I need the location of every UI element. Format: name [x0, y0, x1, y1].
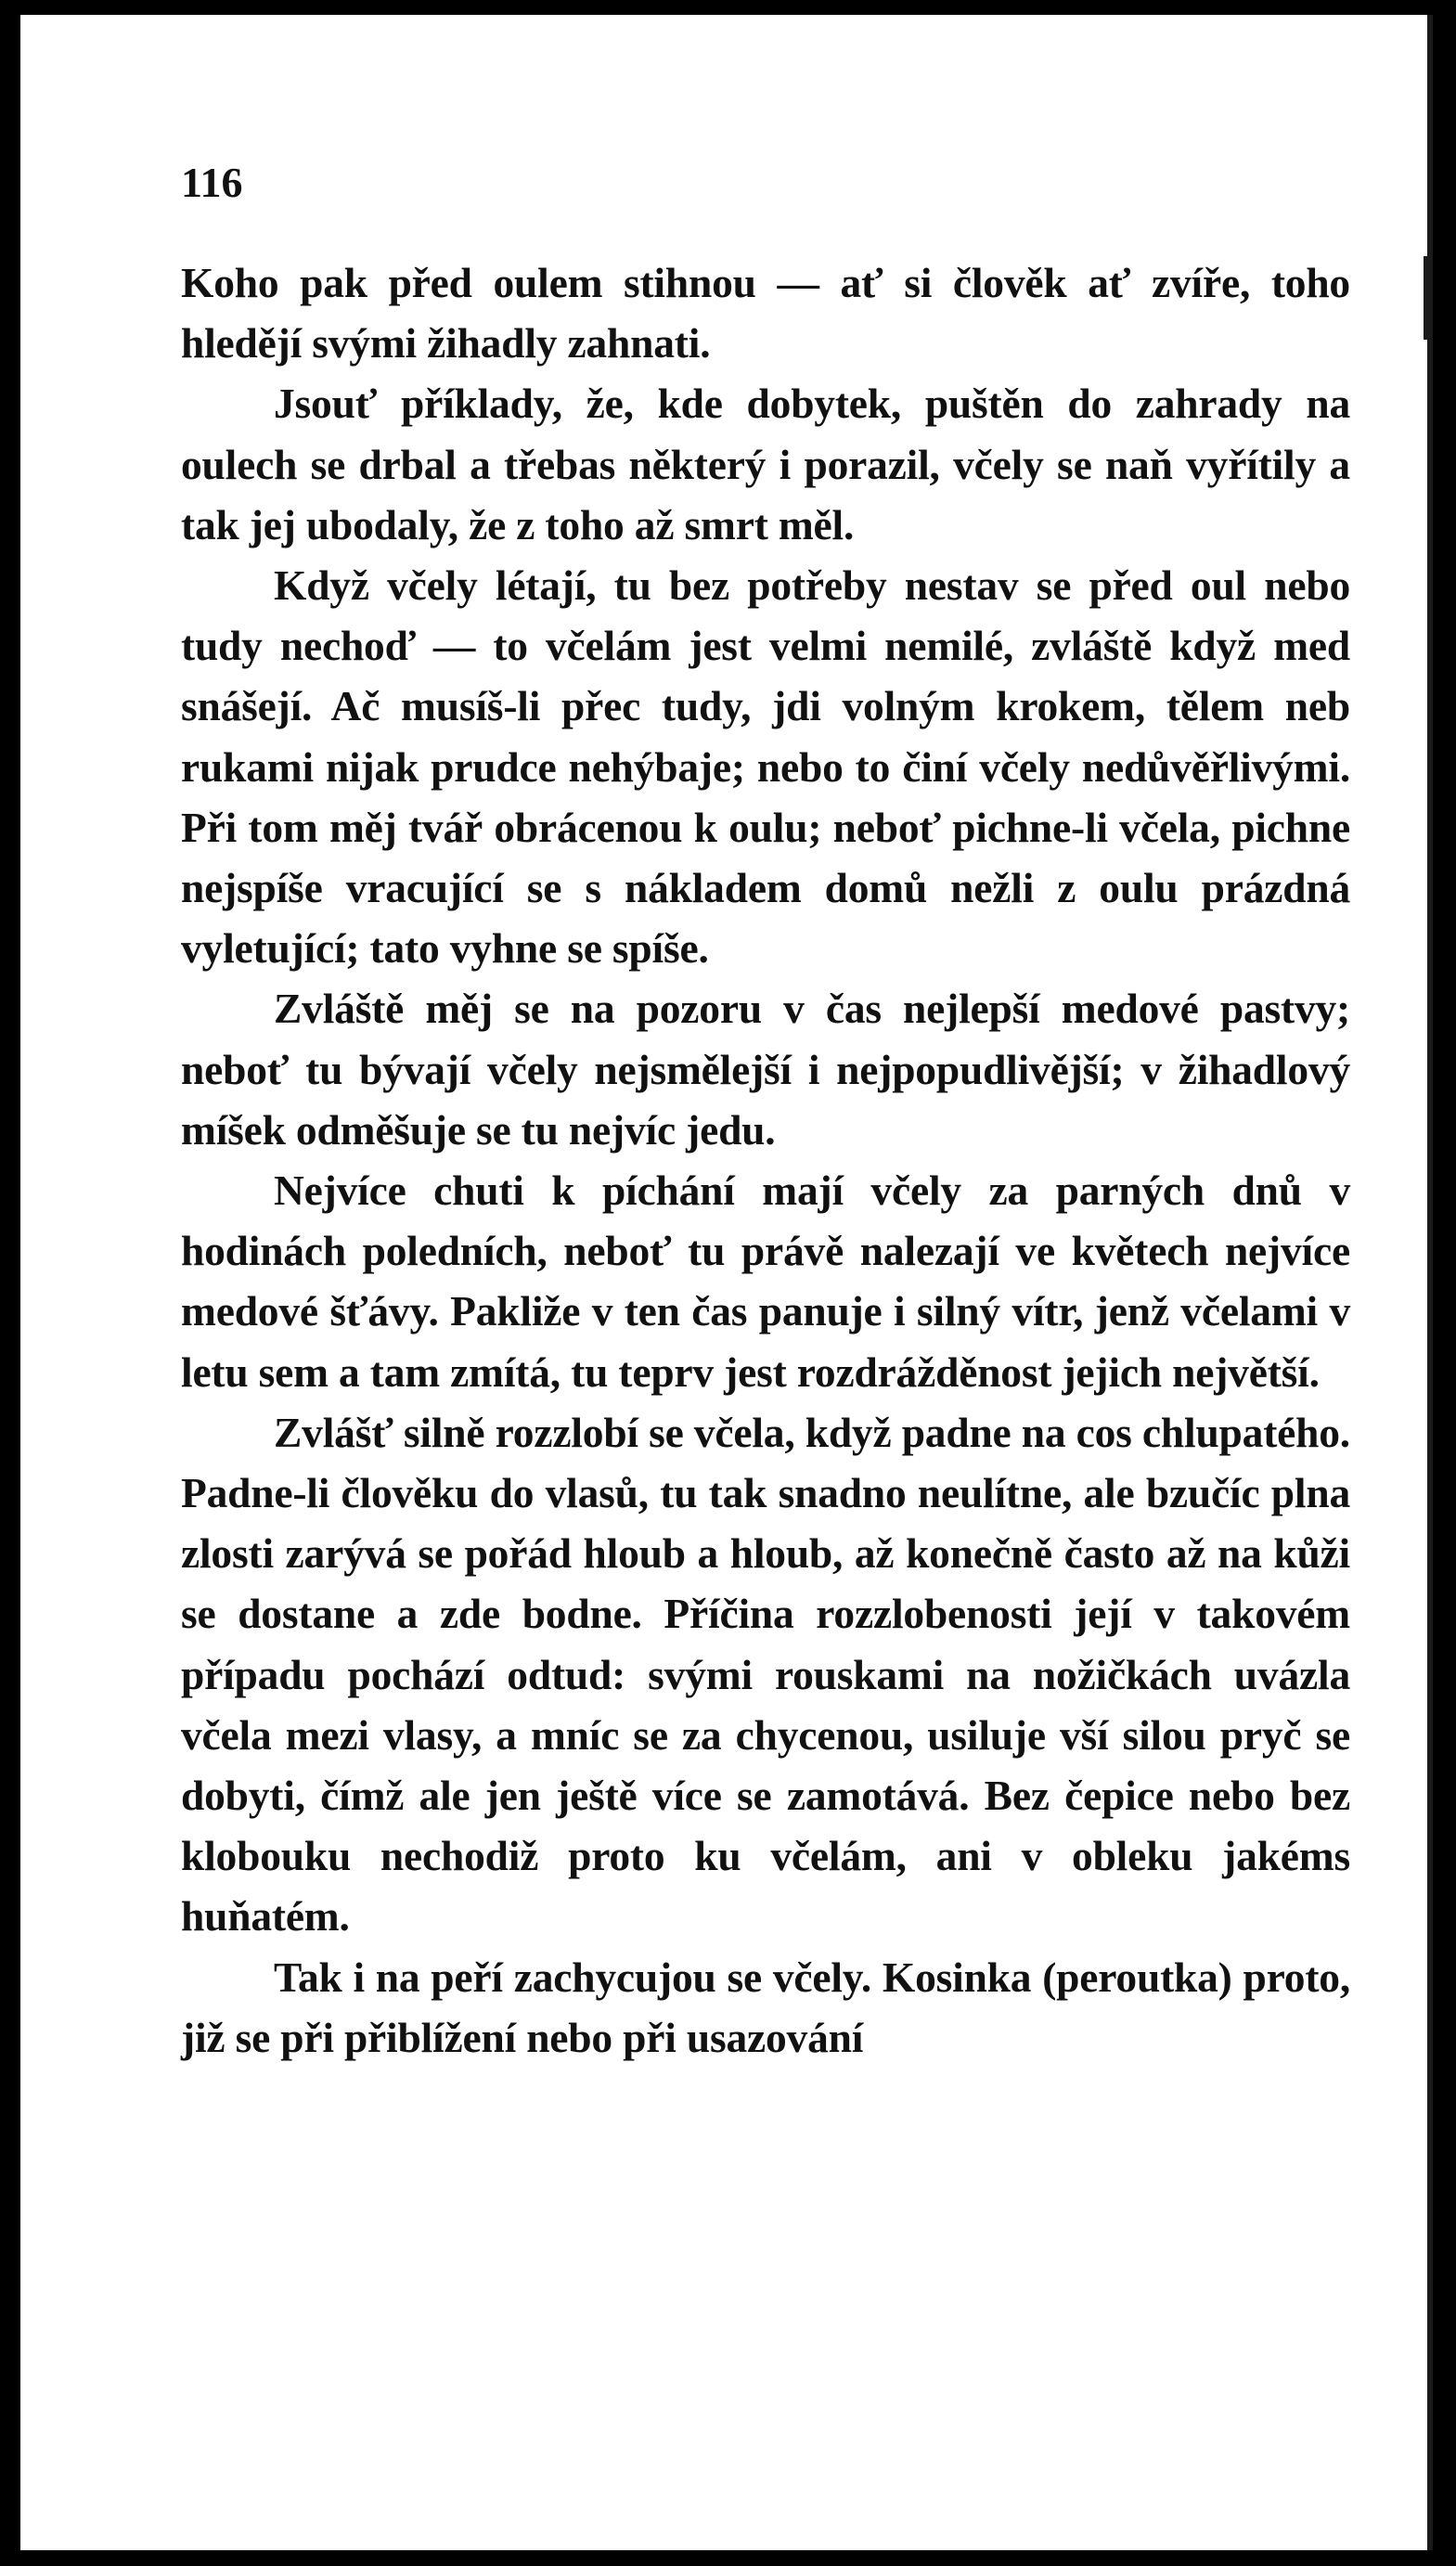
paragraph: Zvlášť silně rozzlobí se včela, když padne na cos chlupatého. Padne-li člověku do vlasů, tu tak snadno neulítne, ale bzučíc plna zlosti zarývá se pořád hloub a hloub, až konečně často až na kůži se dostane a zde bodne. Příčina rozzlobenosti její v takovém případu pochází odtud: svými rouskami na nožičkách uvázla včela mezi vlasy, a mníc se za chycenou, usiluje vší silou pryč se dobyti, čímž ale jen ještě více se zamotává. Bez čepice nebo bez klobouku nechodiž proto ku včelám, ani v obleku jakéms huňatém. — [181, 1408, 1350, 1941]
book-page — [20, 15, 1433, 2550]
paragraph: Jsouť příklady, že, kde dobytek, puštěn do zahrady na oulech se drbal a třebas některý i porazil, včely se naň vyřítily a tak jej ubodaly, že z toho až smrt měl. — [181, 380, 1350, 548]
page-edge-shadow — [1427, 15, 1433, 2550]
paragraph: Koho pak před oulem stihnou — ať si člověk ať zvíře, toho hledějí svými žihadly zahnati. — [181, 259, 1350, 367]
page-edge-tick — [1424, 256, 1427, 340]
page-number: 116 — [181, 159, 243, 206]
paragraph: Nejvíce chuti k píchání mají včely za parných dnů v hodinách poledních, neboť tu právě nalezají ve květech nejvíce medové šťávy. Pakliže v ten čas panuje i silný vítr, jenž včelami v letu sem a tam zmítá, tu teprv jest rozdrážděnost jejich největší. — [181, 1167, 1350, 1396]
text-column — [181, 154, 1350, 2068]
paragraph: Když včely létají, tu bez potřeby nestav se před oul nebo tudy nechoď — to včelám jest velmi nemilé, zvláště když med snášejí. Ač musíš-li přec tudy, jdi volným krokem, tělem neb rukami nijak prudce nehýbaje; nebo to činí včely nedůvěřlivými. Při tom měj tvář obrácenou k oulu; neboť pichne-li včela, pichne nejspíše vracující se s nákladem domů nežli z oulu prázdná vyletující; tato vyhne se spíše. — [181, 561, 1350, 973]
paragraph: Zvláště měj se na pozoru v čas nejlepší medové pastvy; neboť tu bývají včely nejsmělejší i nejpopudlivější; v žihadlový míšek odměšuje se tu nejvíc jedu. — [181, 985, 1350, 1154]
paragraph: Tak i na peří zachycujou se včely. Kosinka (peroutka) proto, již se při přiblížení nebo při usazování — [181, 1953, 1350, 2061]
